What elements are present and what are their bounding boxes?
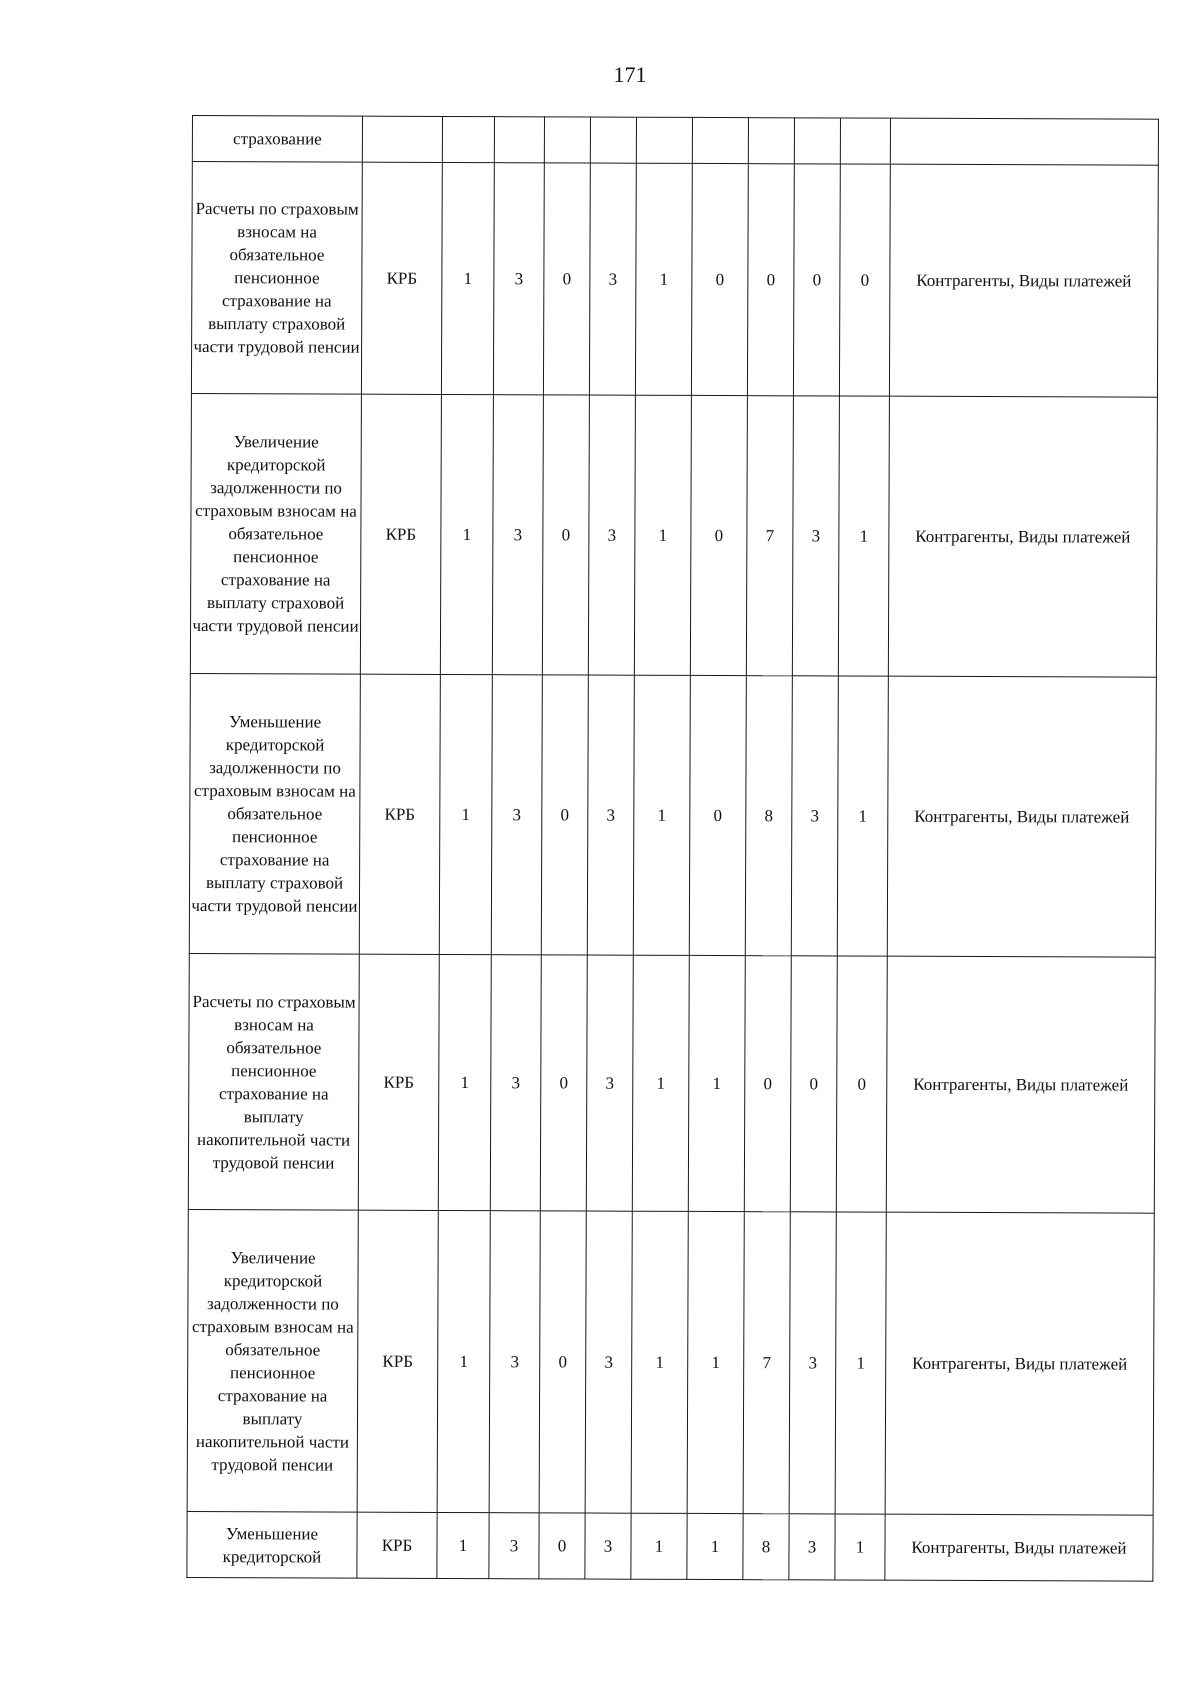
- ledger-code: КРБ: [357, 1210, 438, 1512]
- code-digit: [794, 118, 840, 164]
- code-digit: 3: [492, 395, 543, 675]
- code-digit: 3: [791, 676, 838, 956]
- code-digit: 3: [585, 1211, 632, 1513]
- row-description: Уменьшение кредиторской задолженности по страховым взносам на обязательное пенсионное страхование на выплату страховой части трудовой пенсии: [189, 673, 360, 954]
- code-digit: 1: [835, 1212, 886, 1514]
- code-digit: 0: [539, 1211, 586, 1513]
- table-row: [192, 116, 1158, 166]
- analytics-cell: Контрагенты, Виды платежей: [885, 1514, 1153, 1581]
- table-row: [190, 393, 1157, 677]
- code-digit: 0: [541, 675, 588, 955]
- code-digit: [442, 116, 494, 162]
- analytics-cell: Контрагенты, Виды платежей: [888, 396, 1157, 677]
- code-digit: 1: [631, 1211, 688, 1513]
- code-digit: 1: [837, 676, 888, 956]
- code-digit: 1: [439, 674, 492, 954]
- code-digit: 3: [792, 396, 839, 676]
- code-digit: 3: [585, 1513, 631, 1579]
- code-digit: 0: [542, 395, 589, 675]
- code-digit: 3: [493, 163, 544, 395]
- row-description: Расчеты по страховым взносам на обязательное пенсионное страхование на выплату накопительной части трудовой пенсии: [188, 953, 359, 1210]
- code-digit: [590, 117, 636, 163]
- code-digit: 1: [632, 955, 689, 1211]
- code-digit: [748, 118, 794, 164]
- table-row: [188, 953, 1155, 1213]
- account-table: [186, 115, 1159, 1582]
- code-digit: 1: [633, 675, 690, 955]
- code-digit: 0: [836, 956, 887, 1212]
- code-digit: 3: [586, 955, 633, 1211]
- code-digit: 3: [489, 1211, 540, 1513]
- code-digit: 1: [631, 1513, 687, 1579]
- code-digit: 0: [689, 675, 746, 955]
- analytics-cell: Контрагенты, Виды платежей: [886, 956, 1155, 1213]
- code-digit: 0: [691, 163, 748, 395]
- ledger-code: КРБ: [358, 954, 439, 1210]
- analytics-cell: Контрагенты, Виды платежей: [885, 1212, 1154, 1515]
- code-digit: [692, 117, 748, 163]
- analytics-cell: [890, 118, 1158, 165]
- code-digit: 0: [747, 164, 794, 396]
- code-digit: 3: [587, 675, 634, 955]
- code-digit: 0: [744, 956, 791, 1212]
- table-row: [191, 162, 1158, 398]
- table-row: [187, 1209, 1154, 1515]
- row-description: Увеличение кредиторской задолженности по страховым взносам на обязательное пенсионное страхование на выплату страховой части трудовой пенсии: [190, 393, 361, 674]
- code-digit: 0: [539, 1513, 585, 1579]
- code-digit: 1: [688, 955, 745, 1211]
- code-digit: 7: [743, 1212, 790, 1514]
- code-digit: 0: [690, 395, 747, 675]
- code-digit: 1: [634, 395, 691, 675]
- row-description: страхование: [192, 116, 362, 163]
- code-digit: 0: [839, 164, 890, 396]
- page-number: 171: [613, 62, 647, 87]
- code-digit: 8: [745, 676, 792, 956]
- code-digit: 3: [491, 675, 542, 955]
- code-digit: 1: [838, 396, 889, 676]
- code-digit: 1: [687, 1211, 744, 1513]
- table-row: [187, 1511, 1153, 1581]
- code-digit: 0: [793, 164, 840, 396]
- row-description: Расчеты по страховым взносам на обязательное пенсионное страхование на выплату страховой части трудовой пенсии: [191, 162, 362, 395]
- code-digit: [636, 117, 692, 163]
- row-description: Увеличение кредиторской задолженности по страховым взносам на обязательное пенсионное страхование на выплату накопительной части трудовой пенсии: [187, 1209, 358, 1512]
- code-digit: 1: [438, 954, 491, 1210]
- code-digit: 1: [635, 163, 692, 395]
- code-digit: 0: [543, 163, 590, 395]
- code-digit: 3: [589, 163, 636, 395]
- analytics-cell: Контрагенты, Виды платежей: [887, 676, 1156, 957]
- code-digit: [494, 117, 544, 163]
- code-digit: 1: [441, 162, 494, 394]
- code-digit: 8: [743, 1514, 789, 1580]
- ledger-code: [362, 116, 442, 162]
- code-digit: 7: [746, 396, 793, 676]
- row-description: Уменьшение кредиторской: [187, 1511, 357, 1578]
- code-digit: 1: [437, 1210, 490, 1512]
- ledger-code: КРБ: [360, 394, 441, 674]
- analytics-cell: Контрагенты, Виды платежей: [889, 164, 1158, 397]
- code-digit: 3: [789, 1212, 836, 1514]
- code-digit: 0: [790, 956, 837, 1212]
- code-digit: 1: [835, 1514, 885, 1580]
- table-row: [189, 673, 1156, 957]
- code-digit: [544, 117, 590, 163]
- code-digit: 3: [489, 1513, 539, 1579]
- code-digit: 3: [490, 955, 541, 1211]
- code-digit: 0: [540, 955, 587, 1211]
- ledger-code: КРБ: [361, 162, 442, 394]
- code-digit: 1: [437, 1512, 489, 1578]
- code-digit: 1: [440, 394, 493, 674]
- code-digit: 3: [789, 1514, 835, 1580]
- ledger-code: КРБ: [359, 674, 440, 954]
- code-digit: 3: [588, 395, 635, 675]
- code-digit: [840, 118, 890, 164]
- ledger-code: КРБ: [357, 1512, 437, 1578]
- code-digit: 1: [687, 1513, 743, 1579]
